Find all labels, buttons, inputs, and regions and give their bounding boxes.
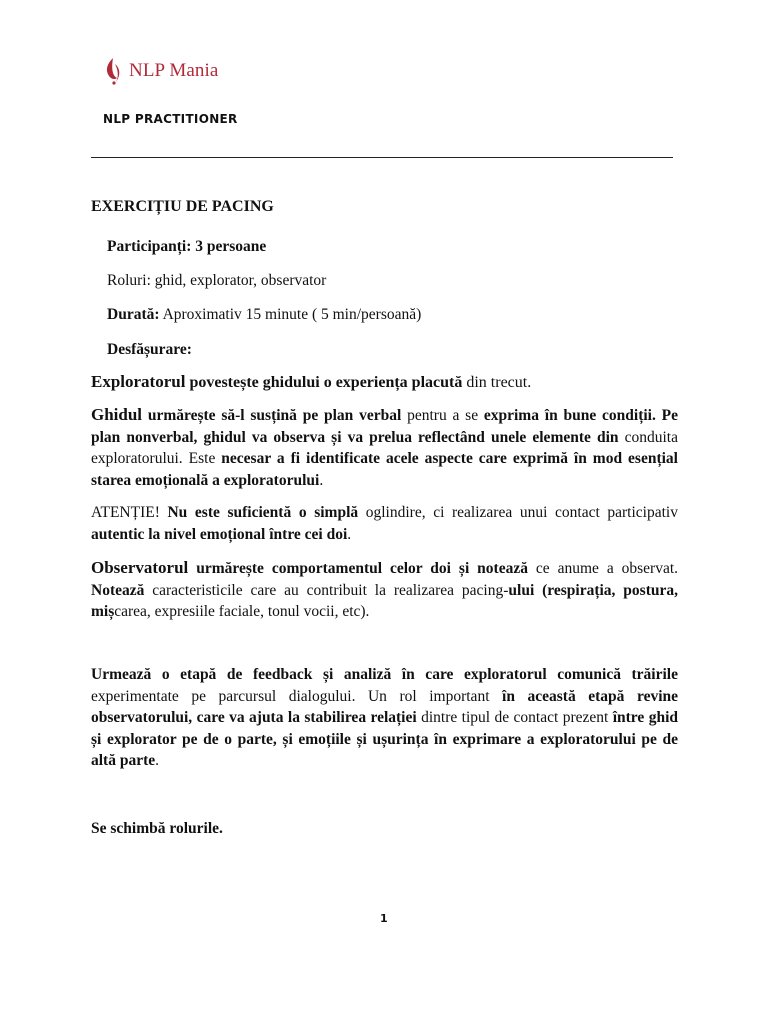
observer-s3: Notează bbox=[91, 581, 145, 599]
paragraph-feedback bbox=[91, 664, 678, 772]
observer-s4: caracteristicile care au contribuit la realizarea pacing- bbox=[144, 581, 509, 599]
duration-line bbox=[107, 306, 421, 324]
brand-logo bbox=[103, 56, 218, 86]
attention-s3: oglindire, ci realizarea unui contact participativ bbox=[358, 504, 678, 521]
course-label: NLP PRACTITIONER bbox=[103, 112, 238, 126]
paragraph-guide bbox=[91, 404, 678, 491]
page-number: 1 bbox=[380, 912, 388, 925]
roles-line: Roluri: ghid, explorator, observator bbox=[107, 272, 327, 289]
paragraph-attention bbox=[91, 502, 678, 545]
explorer-rest: din trecut. bbox=[462, 374, 532, 391]
guide-s7: . bbox=[319, 471, 324, 489]
observer-lead: Observatorul bbox=[91, 558, 189, 577]
guide-s1: urmărește să-l susțină pe plan verbal bbox=[142, 407, 402, 424]
brand-name: NLP Mania bbox=[129, 60, 219, 81]
guide-s6: necesar a fi identificate acele aspecte care exprimă în mod esențial starea emoțională a exploratorului bbox=[91, 450, 678, 489]
attention-s4: autentic la nivel emoțional între cei doi bbox=[91, 525, 348, 543]
feedback-s5: între ghid și explorator pe de o parte, și emoțiile și ușurința în exprimare a exploratorului pe de altă parte bbox=[91, 709, 678, 769]
feedback-s1: Urmează o etapă de feedback și analiză în care exploratorul comunică trăirile bbox=[91, 666, 678, 683]
procedure-label: Desfășurare: bbox=[107, 341, 192, 358]
observer-s6: carea, expresiile faciale, tonul vocii, etc). bbox=[114, 603, 370, 620]
attention-s1: ATENȚIE! bbox=[91, 504, 168, 521]
flame-leaf-icon bbox=[103, 56, 123, 86]
feedback-s3: în această etapă revine observatorului, care va ajuta la stabilirea relației bbox=[91, 687, 679, 726]
feedback-s4: dintre tipul de contact prezent bbox=[416, 709, 613, 726]
guide-s5: conduita exploratorului. Este bbox=[91, 428, 678, 467]
feedback-s2: experimentate pe parcursul dialogului. Un rol important bbox=[91, 687, 503, 705]
observer-s1: urmărește comportamentul celor doi și notează bbox=[188, 560, 528, 577]
closing-line bbox=[91, 818, 678, 840]
attention-s5: . bbox=[347, 525, 352, 543]
duration-label: Durată: bbox=[107, 306, 160, 323]
procedure-line bbox=[107, 341, 192, 359]
participants-text: Participanți: 3 persoane bbox=[107, 238, 267, 255]
explorer-bold: povestește ghidului o experiența placută bbox=[185, 374, 463, 391]
observer-s2: ce anume a observat. bbox=[527, 560, 679, 577]
participants-line bbox=[107, 238, 266, 256]
header-divider bbox=[91, 157, 673, 158]
closing-text: Se schimbă rolurile. bbox=[91, 820, 223, 837]
document-title: EXERCIȚIU DE PACING bbox=[91, 198, 274, 215]
duration-value: Aproximativ 15 minute ( 5 min/persoană) bbox=[162, 306, 422, 323]
attention-s2: Nu este suficientă o simplă bbox=[167, 504, 359, 521]
guide-s2: pentru a se bbox=[401, 407, 484, 424]
paragraph-explorer bbox=[91, 371, 678, 394]
observer-s5: ului (respirația, postura, miș bbox=[91, 581, 678, 620]
feedback-s6: . bbox=[155, 752, 160, 769]
explorer-lead: Exploratorul bbox=[91, 372, 186, 391]
guide-s3: exprima în bune condiții bbox=[483, 407, 652, 424]
guide-s4: . Pe plan nonverbal, ghidul va observa și va prelua reflectând unele elemente din bbox=[91, 407, 679, 446]
guide-lead: Ghidul bbox=[91, 405, 143, 424]
paragraph-observer bbox=[91, 557, 678, 623]
